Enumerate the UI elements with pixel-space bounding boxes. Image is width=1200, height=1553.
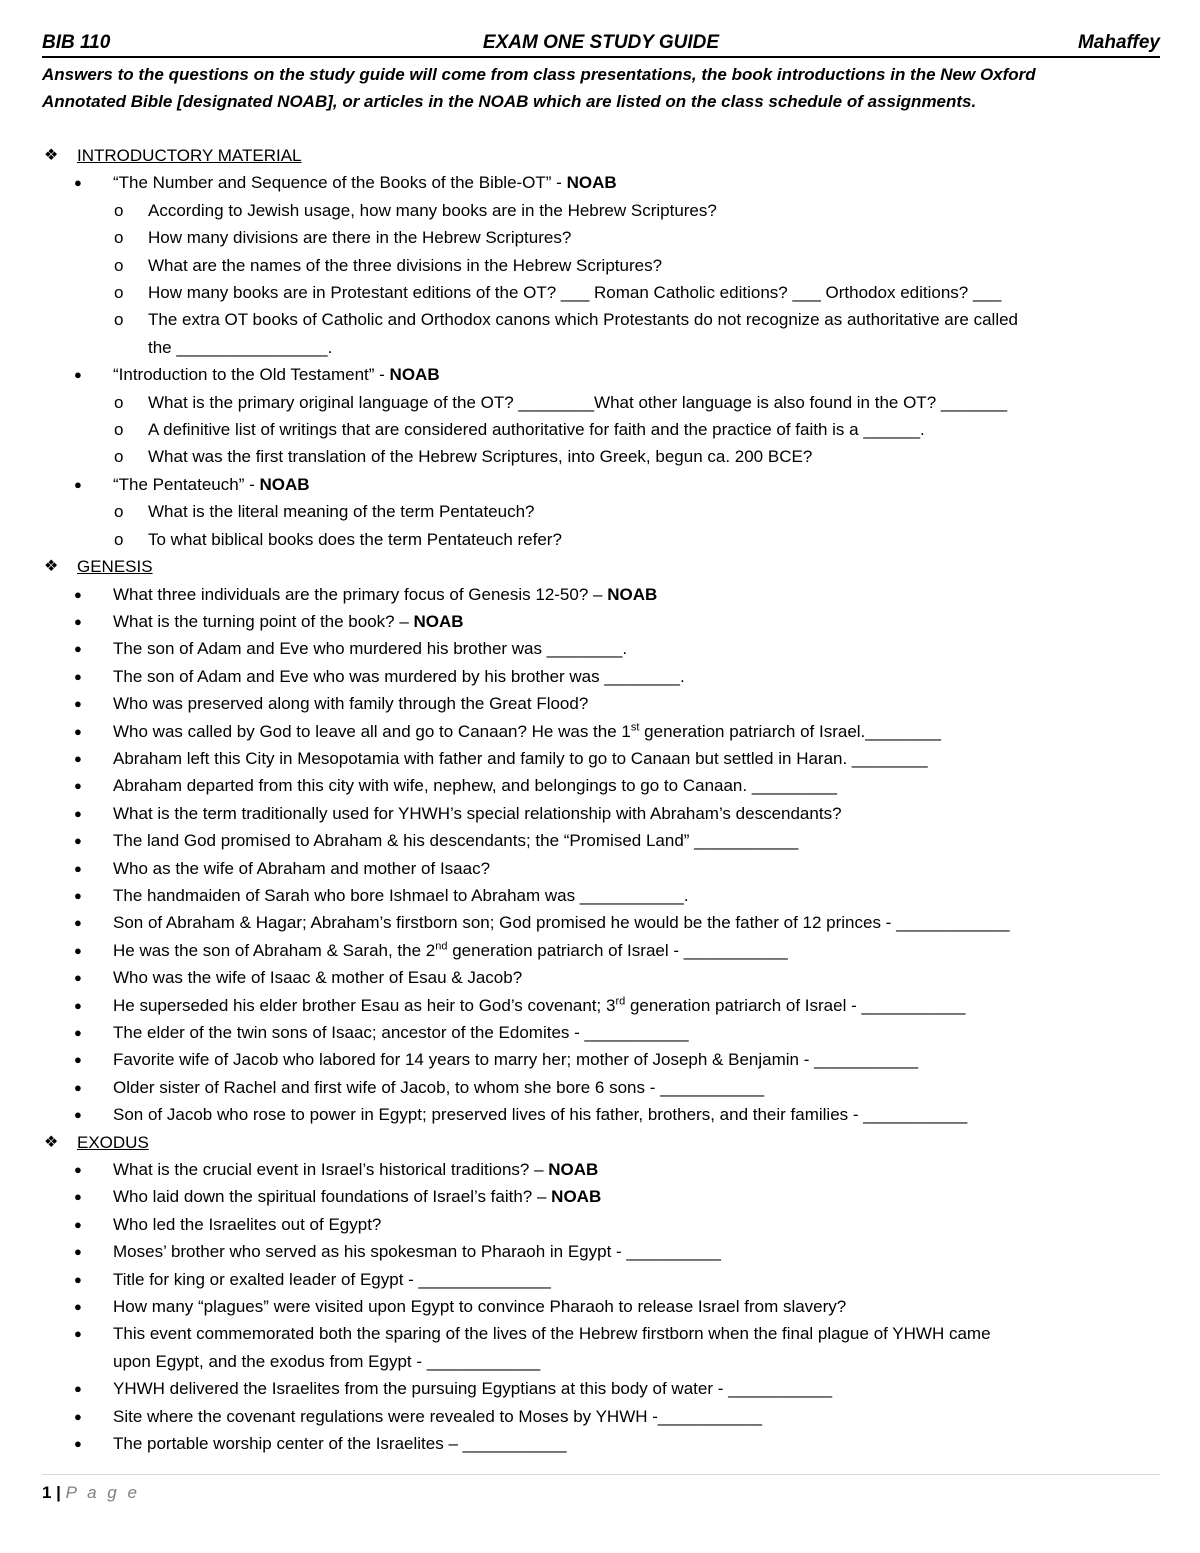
question-item: o What is the primary original language of the OT? ________What other language is also found in the OT? _______ xyxy=(42,389,1160,416)
question-item: o According to Jewish usage, how many books are in the Hebrew Scriptures? xyxy=(42,197,1160,224)
circle-bullet-icon: o xyxy=(114,420,124,440)
bullet-icon: ● xyxy=(74,696,82,712)
circle-bullet-icon: o xyxy=(114,310,124,330)
question-item: ● Moses’ brother who served as his spokesman to Pharaoh in Egypt - __________ xyxy=(42,1238,1160,1265)
page-footer xyxy=(42,1474,1160,1503)
instructions-line: Annotated Bible [designated NOAB], or articles in the NOAB which are listed on the class schedule of assignments. xyxy=(42,92,977,111)
question-item: ● How many “plagues” were visited upon Egypt to convince Pharaoh to release Israel from slavery? xyxy=(42,1293,1160,1320)
bullet-icon: ● xyxy=(74,750,82,766)
topic-item: ● “The Pentateuch” - NOAB xyxy=(42,471,1160,498)
question-item: ● Site where the covenant regulations were revealed to Moses by YHWH -___________ xyxy=(42,1403,1160,1430)
question-item: ● Who was preserved along with family through the Great Flood? xyxy=(42,690,1160,717)
topic-item: ● “Introduction to the Old Testament” - NOAB xyxy=(42,361,1160,388)
question-item: o How many divisions are there in the Hebrew Scriptures? xyxy=(42,224,1160,251)
instructor-name: Mahaffey xyxy=(1077,32,1160,53)
four-diamond-bullet-icon: ❖ xyxy=(44,1133,59,1151)
bullet-icon: ● xyxy=(74,1244,82,1260)
circle-bullet-icon: o xyxy=(114,283,124,303)
question-item: ● What three individuals are the primary focus of Genesis 12-50? – NOAB xyxy=(42,581,1160,608)
circle-bullet-icon: o xyxy=(114,200,124,220)
study-guide-page xyxy=(42,30,1160,1458)
question-item: ● Abraham left this City in Mesopotamia with father and family to go to Canaan but settled in Haran. ________ xyxy=(42,745,1160,772)
question-item: ● Older sister of Rachel and first wife of Jacob, to whom she bore 6 sons - ___________ xyxy=(42,1074,1160,1101)
question-item: ● Who laid down the spiritual foundations of Israel’s faith? – NOAB xyxy=(42,1183,1160,1210)
instructions-line: Answers to the questions on the study guide will come from class presentations, the book introductions in the New Oxford xyxy=(42,65,1036,84)
bullet-icon: ● xyxy=(74,1189,82,1205)
section-heading-genesis: ❖ GENESIS xyxy=(42,553,1160,580)
bullet-icon: ● xyxy=(74,1107,82,1123)
question-item: ● Title for king or exalted leader of Egypt - ______________ xyxy=(42,1266,1160,1293)
circle-bullet-icon: o xyxy=(114,255,124,275)
bullet-icon: ● xyxy=(74,668,82,684)
bullet-icon: ● xyxy=(74,805,82,821)
question-item: o The extra OT books of Catholic and Orthodox canons which Protestants do not recognize as authoritative are called xyxy=(42,306,1160,333)
bullet-icon: ● xyxy=(74,586,82,602)
course-code: BIB 110 xyxy=(42,32,111,53)
circle-bullet-icon: o xyxy=(114,228,124,248)
bullet-icon: ● xyxy=(74,1025,82,1040)
question-item: o A definitive list of writings that are considered authoritative for faith and the practice of faith is a ______. xyxy=(42,416,1160,443)
bullet-icon: ● xyxy=(74,1381,82,1397)
bullet-icon: ● xyxy=(74,1436,82,1452)
question-item: ● Who was the wife of Isaac & mother of Esau & Jacob? xyxy=(42,964,1160,991)
bullet-icon: ● xyxy=(74,1299,82,1315)
question-item: ● Son of Abraham & Hagar; Abraham’s firstborn son; God promised he would be the father of 12 princes - ____________ xyxy=(42,909,1160,936)
question-item: ● Who led the Israelites out of Egypt? xyxy=(42,1211,1160,1238)
bullet-icon: ● xyxy=(74,613,82,629)
bullet-icon: ● xyxy=(74,887,82,903)
page-number: 1 | xyxy=(42,1483,66,1502)
question-item: ● The land God promised to Abraham & his descendants; the “Promised Land” ___________ xyxy=(42,827,1160,854)
section-heading-introductory: ❖ INTRODUCTORY MATERIAL xyxy=(42,142,1160,169)
question-item: o What is the literal meaning of the term Pentateuch? xyxy=(42,498,1160,525)
bullet-icon: ● xyxy=(74,1216,82,1232)
question-item: ● Who as the wife of Abraham and mother of Isaac? xyxy=(42,855,1160,882)
bullet-icon: ● xyxy=(74,915,82,931)
question-item: ● YHWH delivered the Israelites from the pursuing Egyptians at this body of water - ___________ xyxy=(42,1375,1160,1402)
bullet-icon: ● xyxy=(74,1408,82,1424)
bullet-icon: ● xyxy=(74,1052,82,1068)
question-item: o To what biblical books does the term Pentateuch refer? xyxy=(42,526,1160,553)
question-item: ● What is the term traditionally used for YHWH’s special relationship with Abraham’s descendants? xyxy=(42,800,1160,827)
bullet-icon: ● xyxy=(74,860,82,876)
question-item: ● The portable worship center of the Israelites – ___________ xyxy=(42,1430,1160,1457)
question-item: ● What is the turning point of the book? – NOAB xyxy=(42,608,1160,635)
bullet-icon: ● xyxy=(74,997,82,1013)
question-item: ● He superseded his elder brother Esau as heir to God’s covenant; 3rd generation patriarch of Israel - ___________ xyxy=(42,992,1160,1019)
bullet-icon: ● xyxy=(74,778,82,794)
bullet-icon: ● xyxy=(74,723,82,739)
instructions-paragraph xyxy=(42,61,1160,115)
bullet-icon: ● xyxy=(74,1271,82,1287)
page-label: P a g e xyxy=(65,1483,140,1502)
bullet-icon: ● xyxy=(74,942,82,958)
question-item-continued: upon Egypt, and the exodus from Egypt - ____________ xyxy=(113,1351,541,1371)
bullet-icon: ● xyxy=(74,1326,82,1342)
four-diamond-bullet-icon: ❖ xyxy=(44,558,59,576)
question-item: ● The elder of the twin sons of Isaac; ancestor of the Edomites - ___________ xyxy=(42,1019,1160,1046)
question-item: o How many books are in Protestant editions of the OT? ___ Roman Catholic editions? ___ Orthodox editions? ___ xyxy=(42,279,1160,306)
question-item: ● What is the crucial event in Israel’s historical traditions? – NOAB xyxy=(42,1156,1160,1183)
question-item: ● He was the son of Abraham & Sarah, the 2nd generation patriarch of Israel - ___________ xyxy=(42,937,1160,964)
question-item: ● Favorite wife of Jacob who labored for 14 years to marry her; mother of Joseph & Benjamin - ___________ xyxy=(42,1046,1160,1073)
section-heading-exodus: ❖ EXODUS xyxy=(42,1129,1160,1156)
bullet-icon: ● xyxy=(74,970,82,986)
question-item: ● Who was called by God to leave all and go to Canaan? He was the 1st generation patriarch of Israel.________ xyxy=(42,718,1160,745)
bullet-icon: ● xyxy=(74,833,82,849)
bullet-icon: ● xyxy=(74,476,82,492)
bullet-icon: ● xyxy=(74,367,82,383)
question-item: ● This event commemorated both the sparing of the lives of the Hebrew firstborn when the final plague of YHWH came xyxy=(42,1320,1160,1347)
circle-bullet-icon: o xyxy=(114,502,124,522)
bullet-icon: ● xyxy=(74,641,82,657)
question-item: o What are the names of the three divisions in the Hebrew Scriptures? xyxy=(42,252,1160,279)
four-diamond-bullet-icon: ❖ xyxy=(44,147,59,164)
document-title: EXAM ONE STUDY GUIDE xyxy=(482,32,720,53)
question-item: ● Abraham departed from this city with wife, nephew, and belongings to go to Canaan. _________ xyxy=(42,772,1160,799)
question-item: ● Son of Jacob who rose to power in Egypt; preserved lives of his father, brothers, and their families - ___________ xyxy=(42,1101,1160,1128)
question-item: ● The son of Adam and Eve who murdered his brother was ________. xyxy=(42,635,1160,662)
bullet-icon: ● xyxy=(74,1079,82,1095)
document-header xyxy=(42,30,1160,58)
question-item: ● The handmaiden of Sarah who bore Ishmael to Abraham was ___________. xyxy=(42,882,1160,909)
question-item: ● The son of Adam and Eve who was murdered by his brother was ________. xyxy=(42,663,1160,690)
circle-bullet-icon: o xyxy=(114,529,124,549)
bullet-icon: ● xyxy=(74,1162,82,1178)
circle-bullet-icon: o xyxy=(114,392,124,412)
circle-bullet-icon: o xyxy=(114,447,124,467)
bullet-icon: ● xyxy=(74,175,82,191)
topic-item: ● “The Number and Sequence of the Books of the Bible-OT” - NOAB xyxy=(42,169,1160,196)
question-item-continued: the ________________. xyxy=(148,337,333,357)
question-item: o What was the first translation of the Hebrew Scriptures, into Greek, begun ca. 200 BCE? xyxy=(42,443,1160,470)
